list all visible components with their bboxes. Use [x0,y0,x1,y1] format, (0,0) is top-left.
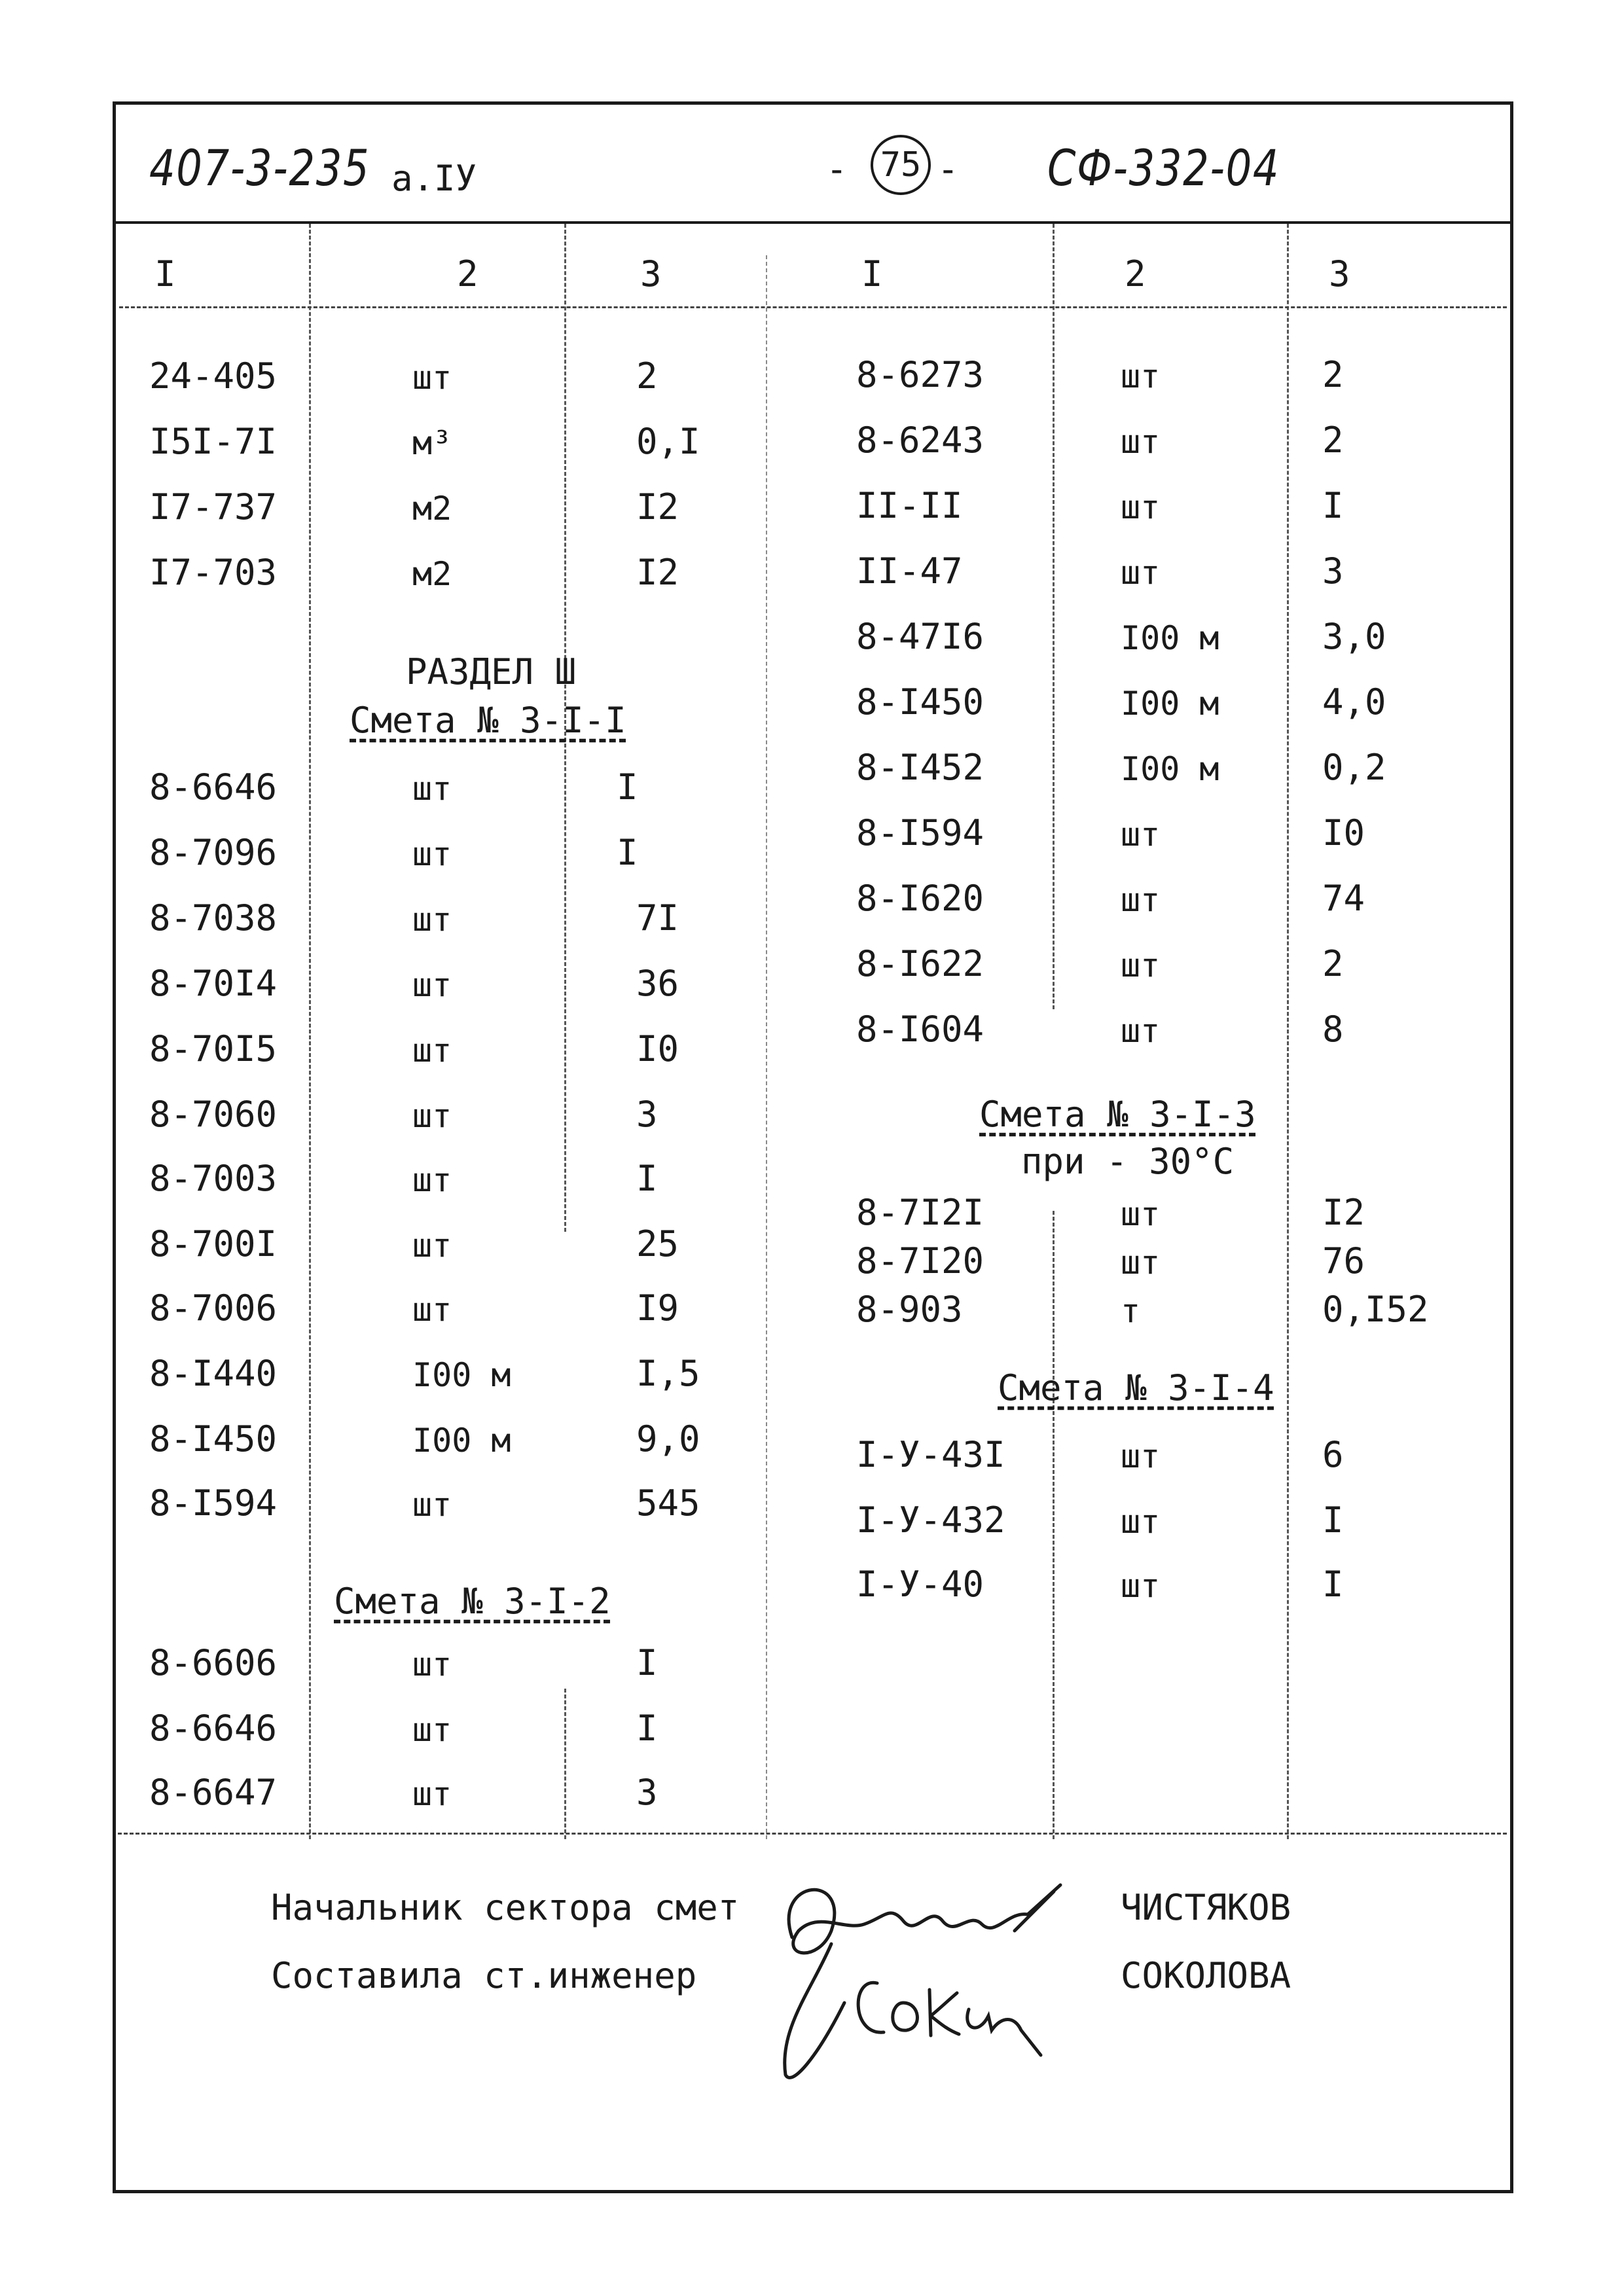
estimate-title: Смета № 3-I-4 [998,1367,1274,1408]
unit-cell: шт [1121,357,1161,395]
qty-cell: I2 [1322,1192,1365,1233]
header-rule [114,221,1512,224]
unit-cell: т [1121,1292,1141,1330]
code-cell: 8-6606 [149,1642,278,1683]
qty-cell: I [1322,485,1344,526]
unit-cell: шт [412,1645,452,1683]
qty-cell: I [617,766,638,808]
unit-cell: шт [1121,816,1161,853]
unit-cell: I00 м [1121,685,1219,723]
code-cell: 8-7096 [149,832,278,873]
code-cell: 8-I604 [856,1009,984,1050]
role-head: Начальник сектора смет [271,1887,740,1928]
code-cell: 8-70I5 [149,1028,278,1069]
qty-cell: I,5 [636,1353,700,1394]
doc-code: СФ-332-04 [1047,139,1280,197]
qty-cell: 3 [636,1094,658,1135]
code-cell: 8-7I2I [856,1192,984,1233]
unit-cell: шт [1121,946,1161,984]
code-cell: II-47 [856,550,963,592]
qty-cell: I0 [636,1028,679,1069]
qty-cell: I [617,832,638,873]
handwritten-signatures [753,1859,1093,2094]
qty-cell: I [636,1642,658,1683]
unit-cell: м2 [412,490,452,528]
code-cell: 8-700I [149,1223,278,1265]
qty-cell: I [1322,1499,1344,1541]
qty-cell: 2 [1322,354,1344,395]
code-cell: 8-7038 [149,897,278,939]
unit-cell: шт [412,1486,452,1524]
unit-cell: шт [412,1775,452,1813]
role-engineer: Составила ст.инженер [271,1955,697,1996]
page-number: 75 [871,135,931,195]
code-cell: 8-I622 [856,943,984,984]
column-divider [309,224,311,1839]
qty-cell: 2 [1322,420,1344,461]
unit-cell: шт [412,1031,452,1069]
qty-cell: 76 [1322,1240,1365,1282]
page-dash-right: - [937,149,959,190]
qty-cell: I [636,1158,658,1199]
code-cell: 8-7006 [149,1287,278,1329]
col-heading-left-3: 3 [640,253,662,295]
code-cell: 8-I594 [149,1482,278,1524]
code-cell: 8-903 [856,1289,963,1330]
unit-cell: шт [1121,423,1161,461]
qty-cell: 36 [636,963,679,1004]
estimate-title: Смета № 3-I-3 [979,1094,1256,1135]
qty-cell: 2 [636,355,658,397]
code-cell: I-У-43I [856,1434,1005,1475]
unit-cell: шт [412,1291,452,1329]
center-divider [766,255,767,1839]
code-cell: 8-I440 [149,1353,278,1394]
unit-cell: шт [412,1097,452,1135]
code-cell: 8-7I20 [856,1240,984,1282]
code-cell: II-II [856,485,963,526]
qty-cell: 9,0 [636,1418,700,1460]
unit-cell: шт [1121,881,1161,919]
code-cell: 8-7060 [149,1094,278,1135]
unit-cell: шт [412,835,452,873]
code-cell: I-У-40 [856,1564,984,1605]
unit-cell: шт [1121,1437,1161,1475]
unit-cell: шт [1121,1195,1161,1233]
code-cell: 8-6243 [856,420,984,461]
qty-cell: I0 [1322,812,1365,853]
column-divider [1053,1211,1055,1839]
unit-cell: шт [412,901,452,939]
qty-cell: 6 [1322,1434,1344,1475]
qty-cell: 4,0 [1322,681,1386,723]
code-cell: 24-405 [149,355,278,397]
qty-cell: 0,I52 [1322,1289,1429,1330]
album-label: а.IУ [391,158,477,199]
column-divider [1287,224,1289,1839]
code-cell: I7-703 [149,552,278,593]
unit-cell: шт [1121,554,1161,592]
project-number: 407-3-235 [149,139,370,197]
col-heading-left-1: I [154,253,176,295]
qty-cell: 545 [636,1482,700,1524]
unit-cell: шт [412,1711,452,1749]
unit-cell: шт [412,770,452,808]
code-cell: 8-I452 [856,747,984,788]
unit-cell: шт [1121,488,1161,526]
code-cell: 8-I620 [856,878,984,919]
col-heading-right-3: 3 [1329,253,1350,295]
unit-cell: м³ [412,424,452,462]
section-title: РАЗДЕЛ Ш [406,651,577,692]
table-bottom-rule [118,1833,1507,1835]
heading-rule [119,306,1507,308]
qty-cell: 8 [1322,1009,1344,1050]
code-cell: 8-47I6 [856,616,984,657]
col-heading-left-2: 2 [457,253,478,295]
estimate-title: Смета № 3-I-I [350,700,626,741]
unit-cell: шт [1121,1244,1161,1282]
name-head: ЧИСТЯКОВ [1121,1887,1291,1928]
unit-cell: I00 м [412,1422,511,1460]
qty-cell: I9 [636,1287,679,1329]
qty-cell: 3 [1322,550,1344,592]
qty-cell: 25 [636,1223,679,1265]
code-cell: 8-70I4 [149,963,278,1004]
estimate-title: Смета № 3-I-2 [334,1581,611,1622]
unit-cell: шт [412,359,452,397]
qty-cell: 0,2 [1322,747,1386,788]
qty-cell: I2 [636,486,679,528]
unit-cell: I00 м [1121,750,1219,788]
unit-cell: I00 м [1121,619,1219,657]
qty-cell: 74 [1322,878,1365,919]
code-cell: 8-6647 [149,1772,278,1813]
qty-cell: 0,I [636,421,700,462]
unit-cell: шт [1121,1567,1161,1605]
qty-cell: 2 [1322,943,1344,984]
unit-cell: шт [412,1161,452,1199]
col-heading-right-1: I [861,253,883,295]
qty-cell: 3 [636,1772,658,1813]
code-cell: I5I-7I [149,421,278,462]
qty-cell: I [636,1708,658,1749]
qty-cell: 3,0 [1322,616,1386,657]
estimate-note: при - 30°С [1021,1141,1235,1182]
unit-cell: шт [412,1227,452,1265]
code-cell: 8-I450 [856,681,984,723]
code-cell: I7-737 [149,486,278,528]
code-cell: 8-7003 [149,1158,278,1199]
code-cell: 8-6273 [856,354,984,395]
code-cell: 8-I594 [856,812,984,853]
qty-cell: 7I [636,897,679,939]
unit-cell: шт [412,966,452,1004]
qty-cell: I [1322,1564,1344,1605]
unit-cell: шт [1121,1012,1161,1050]
code-cell: I-У-432 [856,1499,1005,1541]
unit-cell: шт [1121,1503,1161,1541]
unit-cell: м2 [412,555,452,593]
name-engineer: СОКОЛОВА [1121,1955,1291,1996]
page-dash-left: - [826,149,848,190]
column-divider [1053,224,1055,1009]
qty-cell: I2 [636,552,679,593]
column-divider [564,1689,566,1839]
col-heading-right-2: 2 [1125,253,1146,295]
code-cell: 8-6646 [149,1708,278,1749]
code-cell: 8-6646 [149,766,278,808]
unit-cell: I00 м [412,1356,511,1394]
code-cell: 8-I450 [149,1418,278,1460]
